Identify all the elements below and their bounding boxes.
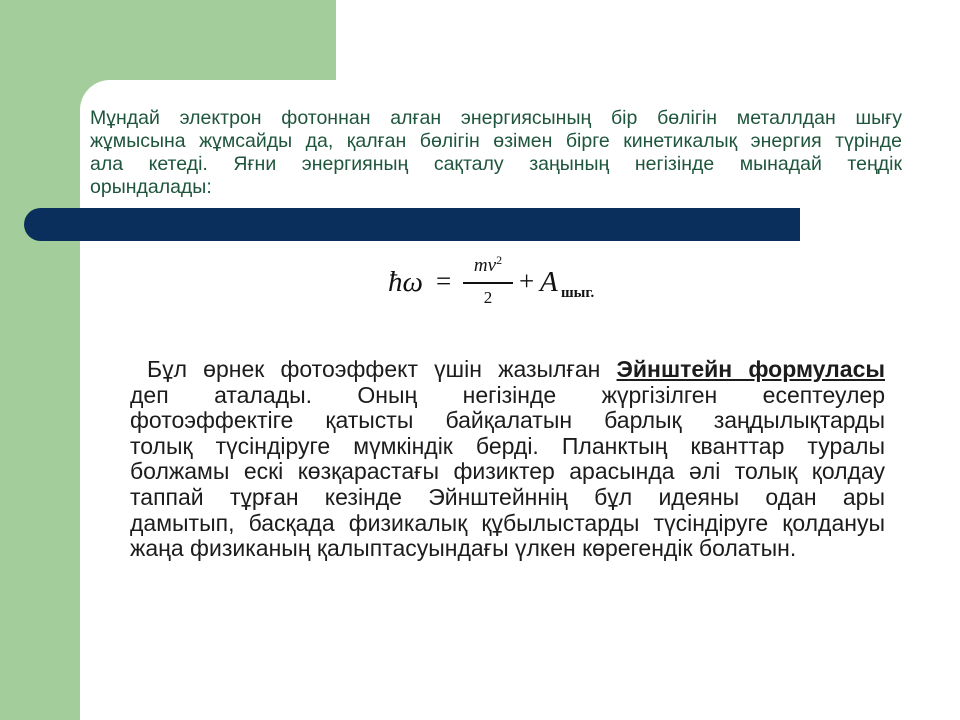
formula-denominator: 2 bbox=[483, 288, 493, 307]
formula-plus-sign: + bbox=[519, 266, 535, 296]
formula-numerator-power: 2 bbox=[496, 253, 503, 267]
formula-work-symbol: A bbox=[540, 266, 558, 298]
einstein-formula bbox=[386, 254, 626, 316]
body-line: дамытып, басқада физикалық құбылыстарды түсіндіруге қолдануы bbox=[130, 509, 885, 536]
body-line: деп аталады. Оның негізінде жүргізілген есептеулер bbox=[130, 381, 885, 408]
body-lead: Бұл өрнек фотоэффект үшін жазылған bbox=[147, 356, 601, 382]
body-line: толық түсіндіруге мүмкіндік берді. Планктың кванттар туралы bbox=[130, 432, 885, 459]
einstein-formula-term: Эйнштейн формуласы bbox=[616, 356, 886, 382]
body-paragraph bbox=[130, 357, 885, 562]
body-line bbox=[130, 357, 885, 383]
intro-line: жұмысына жұмсайды да, қалған бөлігін өзімен бірге кинетикалық энергия түрінде bbox=[90, 130, 902, 152]
intro-paragraph bbox=[90, 107, 902, 199]
navy-accent-bar bbox=[24, 208, 800, 241]
body-line: таппай тұрған кезінде Эйнштейннің бұл идеяны одан ары bbox=[130, 483, 885, 510]
formula-fraction-bar bbox=[463, 282, 513, 284]
formula-numerator-base: mv bbox=[473, 255, 497, 276]
body-line: фотоэффектіге қатысты байқалатын барлық заңдылықтарды bbox=[130, 407, 885, 434]
intro-line: Мұндай электрон фотоннан алған энергиясының бір бөлігін металлдан шығу bbox=[90, 107, 902, 129]
formula-equals-sign: = bbox=[436, 266, 452, 296]
intro-line: орындалады: bbox=[90, 176, 212, 198]
body-line: болжамы ескі көзқарастағы физиктер арасында әлі толық қолдау bbox=[130, 458, 885, 485]
formula-lhs: ħω bbox=[388, 266, 423, 298]
body-line: жаңа физиканың қалыптасуындағы үлкен көрегендік болатын. bbox=[130, 535, 797, 562]
formula-work-subscript: шыг. bbox=[561, 285, 595, 301]
intro-line: ала кетеді. Яғни энергияның сақталу заңының негізінде мынадай теңдік bbox=[90, 153, 902, 175]
formula-numerator bbox=[460, 254, 516, 275]
